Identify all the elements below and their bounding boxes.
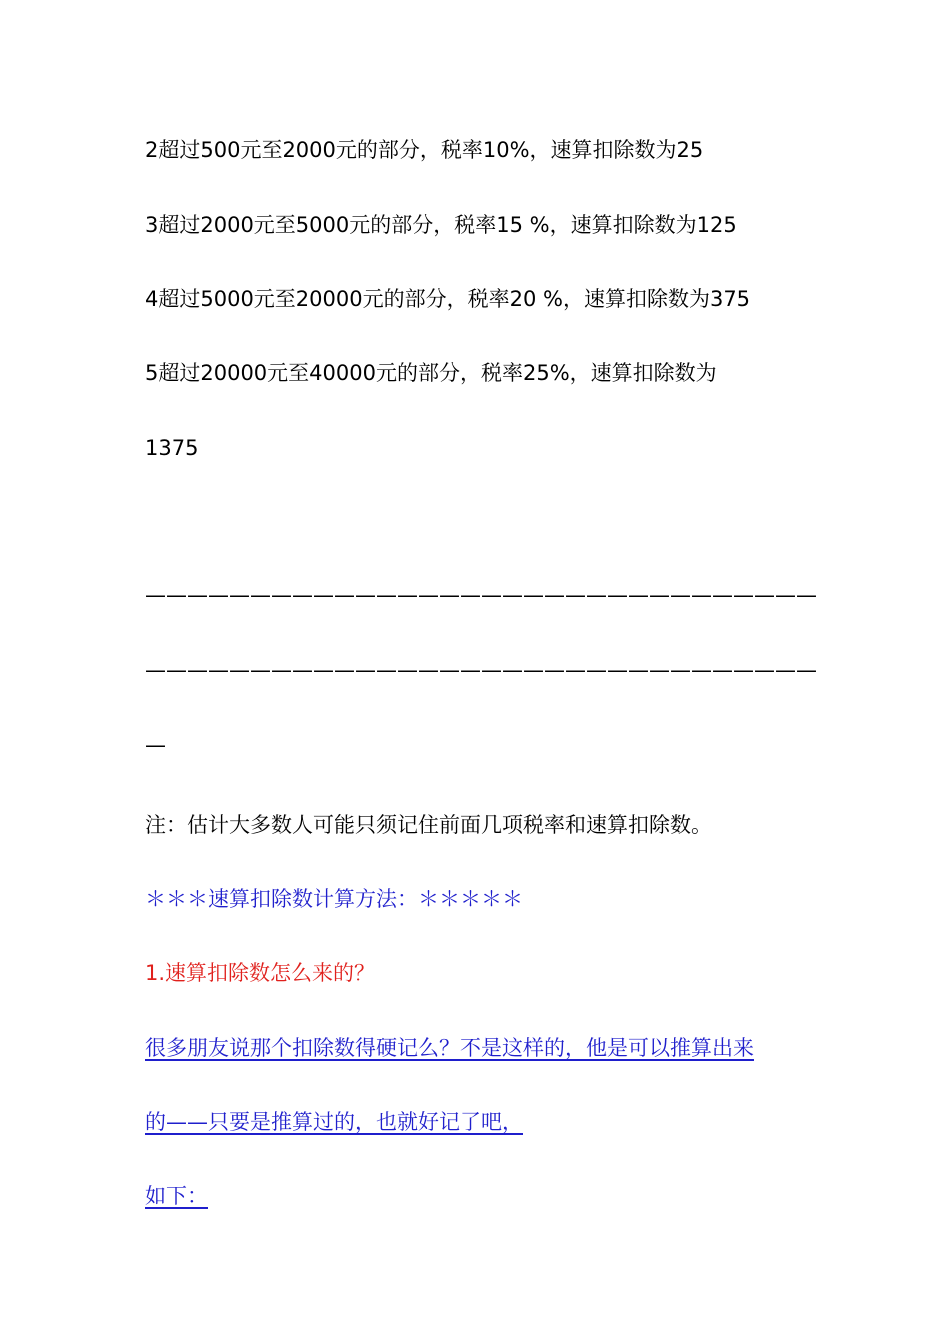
tax-bracket-line-2: 2超过500元至2000元的部分，税率10%，速算扣除数为25	[145, 138, 704, 162]
tax-bracket-line-4: 4超过5000元至20000元的部分，税率20 %，速算扣除数为375	[145, 287, 751, 311]
note-text: 注：估计大多数人可能只须记住前面几项税率和速算扣除数。	[145, 813, 712, 837]
tax-bracket-line-3: 3超过2000元至5000元的部分，税率15 %，速算扣除数为125	[145, 213, 737, 237]
tax-bracket-line-5: 5超过20000元至40000元的部分，税率25%，速算扣除数为	[145, 361, 717, 385]
separator-line: —	[145, 733, 166, 757]
link-text-line-3[interactable]: 如下：	[145, 1184, 208, 1208]
link-text-line-1[interactable]: 很多朋友说那个扣除数得硬记么？不是这样的，他是可以推算出来	[145, 1036, 754, 1060]
separator-line: ————————————————————————————————	[145, 583, 817, 607]
link-text-line-2[interactable]: 的——只要是推算过的，也就好记了吧，	[145, 1110, 523, 1134]
separator-line: ————————————————————————————————	[145, 658, 817, 682]
method-heading: ＊＊＊速算扣除数计算方法：＊＊＊＊＊	[145, 887, 523, 911]
tax-bracket-line-5-continued: 1375	[145, 436, 199, 460]
question-heading: 1.速算扣除数怎么来的？	[145, 961, 376, 985]
